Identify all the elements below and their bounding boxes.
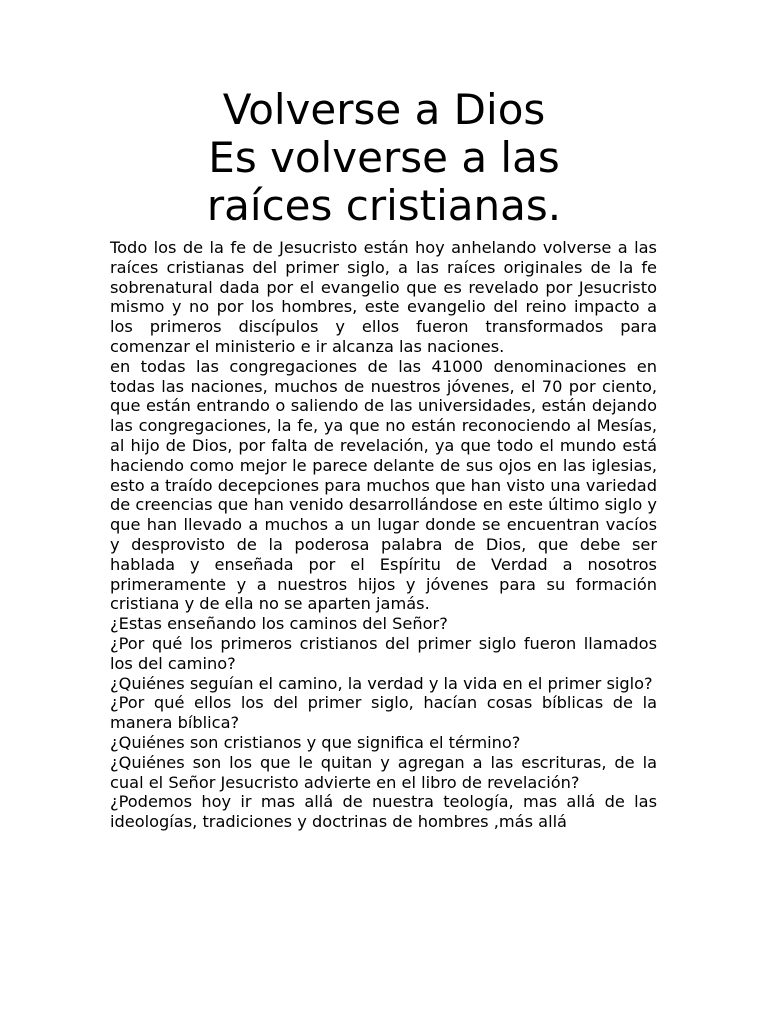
paragraph-congregations: en todas las congregaciones de las 41000 denominaciones en todas las naciones, muchos de nuestros jóvenes, el 70 por ciento, que están entrando o saliendo de las universidades, están dejando las congregaciones, la fe, ya que no están reconociendo al Mesías, al hijo de Dios, por falta de revelación, ya que todo el mundo está haciendo como mejor le parece delante de sus ojos en las iglesias, esto a traído decepciones para muchos que han visto una variedad de creencias que han venido desarrollándose en este último siglo y que han llevado a muchos a un lugar donde se encuentran vacíos y desprovisto de la poderosa palabra de Dios, que debe ser hablada y enseñada por el Espíritu de Verdad a nosotros primeramente y a nuestros hijos y jóvenes para su formación cristiana y de ella no se aparten jamás. xyxy=(110,356,657,614)
title-line-2: Es volverse a las xyxy=(208,133,560,182)
question-3: ¿Quiénes seguían el camino, la verdad y la vida en el primer siglo? xyxy=(110,673,653,693)
question-5: ¿Quiénes son cristianos y que significa el término? xyxy=(110,732,521,752)
document-title xyxy=(110,86,658,230)
question-1: ¿Estas enseñando los caminos del Señor? xyxy=(110,614,448,634)
title-line-1: Volverse a Dios xyxy=(222,85,546,134)
document-body xyxy=(110,238,657,832)
question-4: ¿Por qué ellos los del primer siglo, hacían cosas bíblicas de la manera bíblica? xyxy=(110,693,657,733)
title-line-3: raíces cristianas. xyxy=(206,181,562,230)
paragraph-intro: Todo los de la fe de Jesucristo están hoy anhelando volverse a las raíces cristianas del primer siglo, a las raíces originales de la fe sobrenatural dada por el evangelio que es revelado por Jesucristo mismo y no por los hombres, este evangelio del reino impacto a los primeros discípulos y ellos fueron transformados para comenzar el ministerio e ir alcanza las naciones. xyxy=(110,238,657,356)
question-2: ¿Por qué los primeros cristianos del primer siglo fueron llamados los del camino? xyxy=(110,633,657,673)
question-6: ¿Quiénes son los que le quitan y agregan a las escrituras, de la cual el Señor Jesucristo advierte en el libro de revelación? xyxy=(110,752,657,792)
question-7: ¿Podemos hoy ir mas allá de nuestra teología, mas allá de las ideologías, tradiciones y doctrinas de hombres ,más allá xyxy=(110,792,657,832)
